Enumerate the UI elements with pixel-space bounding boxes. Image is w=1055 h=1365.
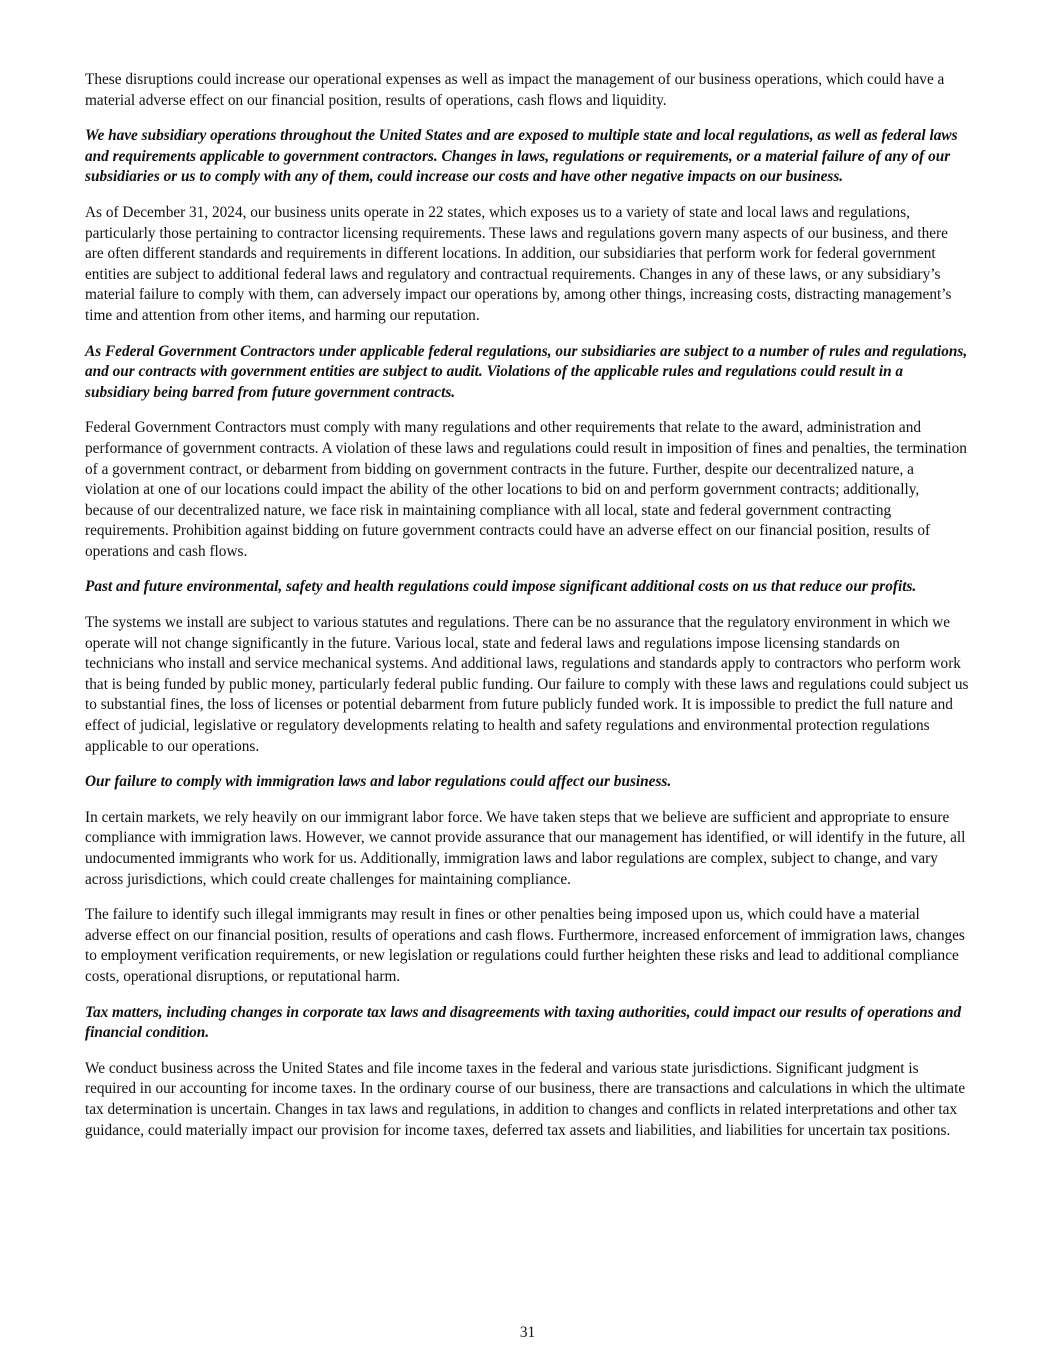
paragraph-disruptions: These disruptions could increase our operational expenses as well as impact the management of our business operations, which could have a material adverse effect on our financial position, results of operations, cash flows and liquidity. — [85, 71, 945, 109]
paragraph-state-laws: As of December 31, 2024, our business units operate in 22 states, which exposes us to a variety of state and local laws and regulations, particularly those pertaining to contractor licensing requirements. These laws and regulations govern many aspects of our business, and there are often different standards and requirements in different locations. In addition, our subsidiaries that perform work for federal government entities are subject to additional federal laws and regulatory and contractual requirements. Changes in any of these laws, or any subsidiary’s material failure to comply with them, can adversely impact our operations by, among other things, increasing costs, distracting management’s time and attention from other items, and harming our reputation. — [85, 203, 952, 324]
paragraph-tax-matters: We conduct business across the United States and file income taxes in the federal and various state jurisdictions. Significant judgment is required in our accounting for income taxes. In the ordinary course of our business, there are transactions and calculations in which the ultimate tax determination is uncertain. Changes in tax laws and regulations, in addition to changes and conflicts in related interpretations and other tax guidance, could materially impact our provision for income taxes, deferred tax assets and liabilities, and liabilities for uncertain tax positions. — [85, 1059, 966, 1139]
heading-environmental-regulations: Past and future environmental, safety and health regulations could impose significant additional costs on us that reduce our profits. — [85, 578, 917, 596]
paragraph-federal-contractors: Federal Government Contractors must comply with many regulations and other requirements that relate to the award, administration and performance of government contracts. A violation of these laws and regulations could result in imposition of fines and penalties, the termination of a government contract, or debarment from bidding on government contracts in the future. Further, despite our decentralized nature, a violation at one of our locations could impact the ability of the other locations to bid on and perform government contracts; additionally, because of our decentralized nature, we face risk in maintaining compliance with all local, state and federal government contracting requirements. Prohibition against bidding on future government contracts could have an adverse effect on our financial position, results of operations and cash flows. — [85, 419, 967, 560]
page-number: 31 — [519, 1324, 536, 1341]
heading-subsidiary-regulations: We have subsidiary operations throughout the United States and are exposed to multiple state and local regulations, as well as federal laws and requirements applicable to government contractors. Changes in laws, regulations or requirements, or a material failure of any of our subsidiaries or us to comply with any of them, could increase our costs and have other negative impacts on our business. — [85, 127, 958, 186]
paragraph-immigrant-labor: In certain markets, we rely heavily on our immigrant labor force. We have taken steps that we believe are sufficient and appropriate to ensure compliance with immigration laws. However, we cannot provide assurance that our management has identified, or will identify in the future, all undocumented immigrants who work for us. Additionally, immigration laws and labor regulations are complex, subject to change, and vary across jurisdictions, which could create challenges for maintaining compliance. — [85, 808, 966, 888]
heading-federal-contractors: As Federal Government Contractors under applicable federal regulations, our subsidiaries are subject to a number of rules and regulations, and our contracts with government entities are subject to audit. Violations of the applicable rules and regulations could result in a subsidiary being barred from future government contracts. — [85, 342, 968, 401]
paragraph-immigration-penalties: The failure to identify such illegal immigrants may result in fines or other penalties being imposed upon us, which could have a material adverse effect on our financial position, results of operations and cash flows. Furthermore, increased enforcement of immigration laws, changes to employment verification requirements, or new legislation or regulations could further heighten these risks and lead to additional compliance costs, operational disruptions, or reputational harm. — [85, 906, 965, 985]
heading-immigration: Our failure to comply with immigration laws and labor regulations could affect our business. — [85, 773, 672, 791]
document-page — [85, 70, 970, 1156]
paragraph-environmental-regulations: The systems we install are subject to various statutes and regulations. There can be no assurance that the regulatory environment in which we operate will not change significantly in the future. Various local, state and federal laws and regulations impose licensing standards on technicians who install and service mechanical systems. And additional laws, regulations and standards apply to contractors who perform work that is being funded by public money, particularly federal public funding. Our failure to comply with these laws and regulations could subject us to substantial fines, the loss of licenses or potential debarment from future publicly funded work. It is impossible to predict the full nature and effect of judicial, legislative or regulatory developments relating to health and safety regulations and environmental protection regulations applicable to our operations. — [85, 614, 969, 755]
heading-tax-matters: Tax matters, including changes in corporate tax laws and disagreements with taxing authorities, could impact our results of operations and financial condition. — [85, 1003, 962, 1042]
